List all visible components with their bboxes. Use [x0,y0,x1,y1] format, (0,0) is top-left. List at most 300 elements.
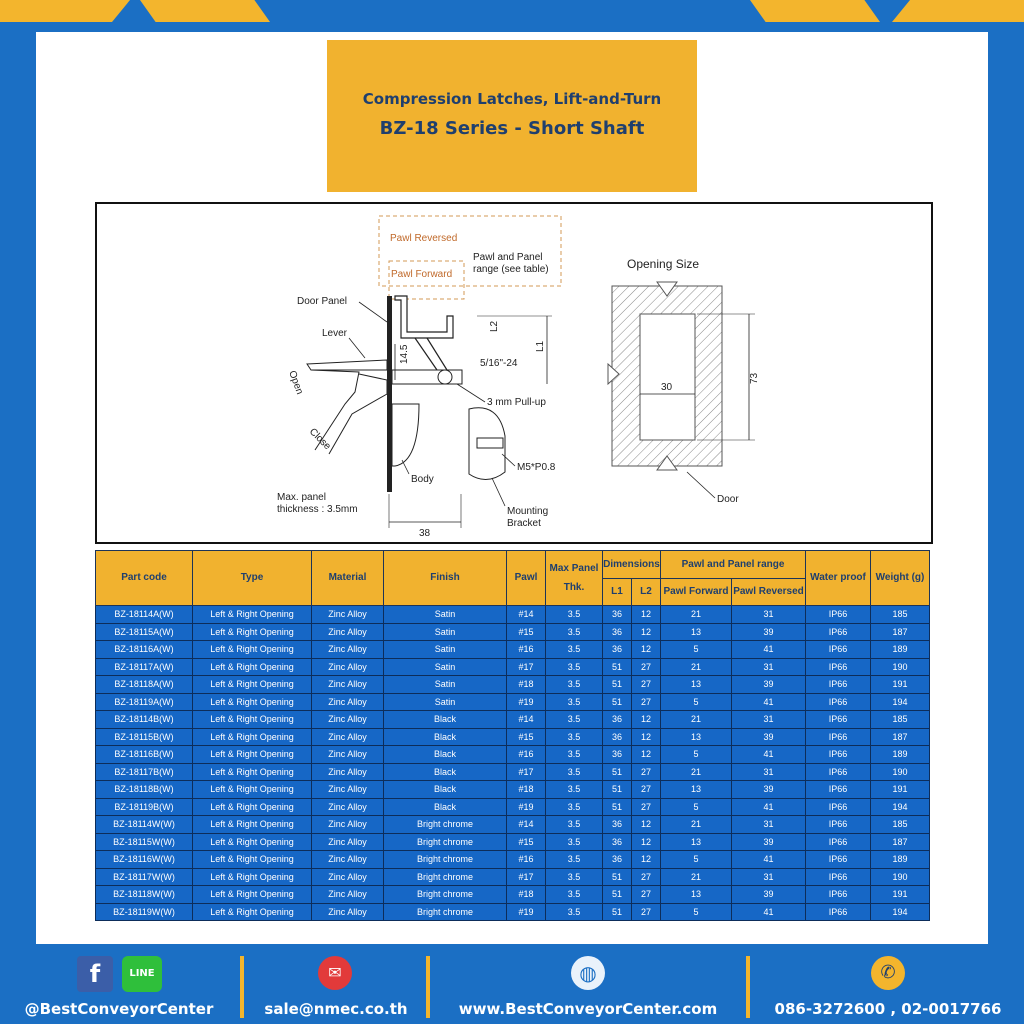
cell-type: Left & Right Opening [193,641,312,659]
cell-weight: 187 [871,623,930,641]
cell-l1: 36 [603,816,632,834]
cell-pawl-reversed: 39 [732,623,806,641]
dim-30-label: 30 [661,382,673,393]
cell-part-code: BZ-18116W(W) [96,851,193,869]
header-pawl-panel-range: Pawl and Panel range [661,551,806,579]
mounting-label-2: Bracket [507,518,541,529]
cell-water-proof: IP66 [806,623,871,641]
title-banner [327,40,697,192]
cell-part-code: BZ-18115W(W) [96,833,193,851]
cell-pawl-forward: 21 [661,763,732,781]
cell-finish: Satin [384,641,507,659]
m5-label: M5*P0.8 [517,462,556,473]
cell-water-proof: IP66 [806,693,871,711]
cell-pawl-reversed: 31 [732,606,806,624]
door-panel-label: Door Panel [297,296,348,307]
cell-pawl-reversed: 39 [732,781,806,799]
cell-part-code: BZ-18119B(W) [96,798,193,816]
pullup-label: 3 mm Pull-up [487,397,546,408]
cell-type: Left & Right Opening [193,693,312,711]
cell-finish: Bright chrome [384,903,507,921]
door-label: Door [717,494,739,505]
cell-pawl-reversed: 39 [732,728,806,746]
cell-type: Left & Right Opening [193,658,312,676]
cell-part-code: BZ-18119W(W) [96,903,193,921]
table-row [96,658,930,676]
cell-l1: 36 [603,833,632,851]
cell-weight: 187 [871,833,930,851]
mounting-label: Mounting [507,506,549,517]
cell-max-panel: 3.5 [546,746,603,764]
cell-type: Left & Right Opening [193,676,312,694]
top-stripe-right-2 [750,0,880,22]
cell-l1: 51 [603,676,632,694]
table-row [96,798,930,816]
cell-material: Zinc Alloy [312,816,384,834]
cell-l1: 36 [603,711,632,729]
social-handle[interactable]: @BestConveyorCenter [24,1000,214,1018]
globe-icon[interactable]: ◍ [571,956,605,990]
cell-l2: 12 [632,641,661,659]
dim-14-5-label: 14.5 [399,344,410,364]
cell-max-panel: 3.5 [546,868,603,886]
cell-water-proof: IP66 [806,606,871,624]
cell-water-proof: IP66 [806,816,871,834]
table-row [96,623,930,641]
cell-water-proof: IP66 [806,711,871,729]
thread-label: 5/16"-24 [480,358,518,369]
cell-type: Left & Right Opening [193,833,312,851]
header-type: Type [193,551,312,606]
spec-table-wrapper [95,550,929,933]
cell-pawl-forward: 21 [661,816,732,834]
cell-water-proof: IP66 [806,676,871,694]
cell-pawl-forward: 13 [661,781,732,799]
cell-l1: 36 [603,851,632,869]
cell-l1: 51 [603,886,632,904]
cell-pawl-reversed: 31 [732,658,806,676]
header-water-proof: Water proof [806,551,871,606]
cell-l2: 12 [632,816,661,834]
cell-pawl: #15 [507,728,546,746]
cell-max-panel: 3.5 [546,781,603,799]
cell-finish: Bright chrome [384,851,507,869]
cell-finish: Black [384,728,507,746]
table-row [96,746,930,764]
footer [0,948,1024,1024]
pawl-forward-label: Pawl Forward [391,269,453,280]
cell-l2: 27 [632,781,661,799]
cell-material: Zinc Alloy [312,641,384,659]
cell-pawl: #14 [507,816,546,834]
cell-weight: 185 [871,816,930,834]
cell-type: Left & Right Opening [193,816,312,834]
cell-type: Left & Right Opening [193,886,312,904]
cell-type: Left & Right Opening [193,798,312,816]
cell-max-panel: 3.5 [546,606,603,624]
cell-pawl-reversed: 31 [732,816,806,834]
footer-separator [240,956,244,1018]
table-row [96,641,930,659]
cell-weight: 194 [871,693,930,711]
cell-max-panel: 3.5 [546,903,603,921]
cell-finish: Bright chrome [384,886,507,904]
cell-l1: 36 [603,641,632,659]
cell-l1: 36 [603,746,632,764]
table-row [96,693,930,711]
pawl-reversed-label: Pawl Reversed [390,233,458,244]
phone-icon[interactable]: ✆ [871,956,905,990]
cell-pawl-forward: 13 [661,886,732,904]
table-row [96,886,930,904]
header-pawl-forward: Pawl Forward [661,579,732,606]
cell-part-code: BZ-18115B(W) [96,728,193,746]
dim-l1-label: L1 [535,340,546,352]
cell-max-panel: 3.5 [546,798,603,816]
footer-separator [746,956,750,1018]
body-label: Body [411,474,434,485]
cell-material: Zinc Alloy [312,833,384,851]
cell-l2: 12 [632,606,661,624]
cell-part-code: BZ-18114A(W) [96,606,193,624]
cell-pawl: #14 [507,606,546,624]
cell-material: Zinc Alloy [312,693,384,711]
cell-water-proof: IP66 [806,868,871,886]
cell-water-proof: IP66 [806,658,871,676]
table-row [96,728,930,746]
cell-pawl-forward: 5 [661,641,732,659]
dim-l2-label: L2 [489,320,500,332]
cell-pawl-forward: 21 [661,711,732,729]
cell-weight: 187 [871,728,930,746]
cell-finish: Black [384,711,507,729]
cell-water-proof: IP66 [806,851,871,869]
pawl-panel-range-label: Pawl and Panel [473,252,543,263]
cell-weight: 185 [871,606,930,624]
close-label: Close [306,426,333,453]
top-stripe-left-2 [140,0,270,22]
cell-type: Left & Right Opening [193,711,312,729]
cell-material: Zinc Alloy [312,606,384,624]
cell-weight: 190 [871,658,930,676]
cell-material: Zinc Alloy [312,903,384,921]
header-l2: L2 [632,579,661,606]
cell-water-proof: IP66 [806,781,871,799]
cell-finish: Bright chrome [384,833,507,851]
table-row [96,711,930,729]
cell-pawl: #18 [507,676,546,694]
cell-pawl-forward: 21 [661,868,732,886]
cell-l1: 36 [603,606,632,624]
cell-pawl-reversed: 41 [732,746,806,764]
cell-part-code: BZ-18119A(W) [96,693,193,711]
cell-water-proof: IP66 [806,763,871,781]
page-title: BZ-18 Series - Short Shaft [379,118,645,139]
top-stripe-left [0,0,130,22]
cell-pawl-forward: 5 [661,746,732,764]
cell-pawl-forward: 13 [661,676,732,694]
cell-part-code: BZ-18117B(W) [96,763,193,781]
cell-l1: 51 [603,781,632,799]
cell-l1: 36 [603,728,632,746]
cell-pawl: #16 [507,851,546,869]
cell-material: Zinc Alloy [312,728,384,746]
footer-email [246,948,426,1024]
cell-l2: 27 [632,903,661,921]
footer-phone [752,948,1024,1024]
cell-pawl: #14 [507,711,546,729]
cell-pawl-reversed: 39 [732,676,806,694]
cell-material: Zinc Alloy [312,763,384,781]
header-dimensions: Dimensions [603,551,661,579]
pawl-panel-range-note: range (see table) [473,264,549,275]
table-row [96,833,930,851]
cell-l2: 12 [632,833,661,851]
cell-part-code: BZ-18118W(W) [96,886,193,904]
spec-table [95,550,930,921]
cell-finish: Satin [384,676,507,694]
header-weight: Weight (g) [871,551,930,606]
cell-pawl: #18 [507,886,546,904]
cell-type: Left & Right Opening [193,746,312,764]
cell-type: Left & Right Opening [193,728,312,746]
cell-max-panel: 3.5 [546,886,603,904]
cell-l2: 27 [632,693,661,711]
table-row [96,816,930,834]
spec-table-body [96,606,930,921]
cell-weight: 189 [871,851,930,869]
facebook-icon[interactable]: f [77,956,113,992]
cell-weight: 190 [871,763,930,781]
footer-website [432,948,744,1024]
header-pawl-reversed: Pawl Reversed [732,579,806,606]
cell-finish: Bright chrome [384,816,507,834]
cell-pawl-forward: 5 [661,798,732,816]
cell-weight: 190 [871,868,930,886]
table-row [96,781,930,799]
table-row [96,868,930,886]
cell-type: Left & Right Opening [193,781,312,799]
cell-water-proof: IP66 [806,798,871,816]
cell-pawl-reversed: 31 [732,763,806,781]
cell-l2: 27 [632,676,661,694]
title-subheading: Compression Latches, Lift-and-Turn [362,90,662,108]
cell-type: Left & Right Opening [193,606,312,624]
line-icon[interactable]: LINE [122,956,162,992]
cell-part-code: BZ-18115A(W) [96,623,193,641]
cell-pawl: #17 [507,763,546,781]
cell-material: Zinc Alloy [312,868,384,886]
cell-max-panel: 3.5 [546,851,603,869]
cell-l2: 12 [632,746,661,764]
header-l1: L1 [603,579,632,606]
cell-part-code: BZ-18114W(W) [96,816,193,834]
cell-l2: 27 [632,798,661,816]
cell-weight: 189 [871,746,930,764]
cell-water-proof: IP66 [806,903,871,921]
cell-water-proof: IP66 [806,833,871,851]
cell-material: Zinc Alloy [312,781,384,799]
cell-pawl-reversed: 41 [732,693,806,711]
header-max-panel-line1: Max Panel [549,562,599,574]
cell-finish: Satin [384,623,507,641]
cell-type: Left & Right Opening [193,763,312,781]
cell-part-code: BZ-18116A(W) [96,641,193,659]
cell-finish: Satin [384,658,507,676]
cell-pawl: #19 [507,798,546,816]
cell-l1: 51 [603,693,632,711]
cell-finish: Satin [384,693,507,711]
cell-finish: Bright chrome [384,868,507,886]
cell-material: Zinc Alloy [312,658,384,676]
cell-pawl: #17 [507,658,546,676]
cell-max-panel: 3.5 [546,623,603,641]
cell-pawl: #19 [507,903,546,921]
cell-pawl: #15 [507,833,546,851]
cell-water-proof: IP66 [806,886,871,904]
cell-weight: 191 [871,886,930,904]
opening-frame-shape [612,286,722,466]
top-stripe-right [892,0,1024,22]
cell-weight: 191 [871,676,930,694]
table-row [96,763,930,781]
dim-38-label: 38 [419,528,431,539]
cell-max-panel: 3.5 [546,816,603,834]
header-finish: Finish [384,551,507,606]
cell-pawl-reversed: 39 [732,833,806,851]
cell-part-code: BZ-18116B(W) [96,746,193,764]
cell-water-proof: IP66 [806,728,871,746]
cell-max-panel: 3.5 [546,833,603,851]
cell-l1: 51 [603,763,632,781]
header-pawl: Pawl [507,551,546,606]
header-material: Material [312,551,384,606]
lever-shape [307,360,387,370]
cell-pawl-forward: 5 [661,851,732,869]
cell-pawl-forward: 13 [661,623,732,641]
footer-social [0,948,238,1024]
door-panel-shape [387,296,392,492]
cell-type: Left & Right Opening [193,868,312,886]
open-label: Open [286,369,305,397]
table-row [96,903,930,921]
cell-part-code: BZ-18118B(W) [96,781,193,799]
cell-weight: 189 [871,641,930,659]
email-text[interactable]: sale@nmec.co.th [264,1000,408,1018]
cell-type: Left & Right Opening [193,903,312,921]
cell-pawl-reversed: 31 [732,711,806,729]
cell-l1: 51 [603,903,632,921]
table-row [96,851,930,869]
cell-pawl-forward: 21 [661,658,732,676]
mail-icon[interactable]: ✉ [318,956,352,990]
phone-text[interactable]: 086-3272600 , 02-0017766 [774,1000,1002,1018]
cell-l1: 36 [603,623,632,641]
cell-material: Zinc Alloy [312,623,384,641]
opening-size-label: Opening Size [627,257,700,271]
cell-material: Zinc Alloy [312,746,384,764]
latch-drawing [97,204,931,542]
cell-pawl-forward: 21 [661,606,732,624]
body-shape [392,404,419,466]
cell-max-panel: 3.5 [546,711,603,729]
cell-pawl: #15 [507,623,546,641]
cell-weight: 191 [871,781,930,799]
cell-pawl-reversed: 41 [732,641,806,659]
cell-pawl-reversed: 31 [732,868,806,886]
cell-l1: 51 [603,868,632,886]
cell-weight: 194 [871,903,930,921]
cell-l1: 51 [603,658,632,676]
cell-max-panel: 3.5 [546,728,603,746]
cell-type: Left & Right Opening [193,623,312,641]
cell-finish: Black [384,746,507,764]
cell-material: Zinc Alloy [312,798,384,816]
header-max-panel-line2: Thk. [563,582,585,593]
technical-diagram [95,202,933,544]
dim-73-label: 73 [749,372,760,384]
pawl-shape [395,296,453,338]
cell-pawl: #18 [507,781,546,799]
cell-l1: 51 [603,798,632,816]
cell-max-panel: 3.5 [546,676,603,694]
cell-pawl: #16 [507,746,546,764]
cell-material: Zinc Alloy [312,676,384,694]
cell-pawl-forward: 13 [661,728,732,746]
cell-l2: 12 [632,851,661,869]
cell-pawl: #19 [507,693,546,711]
cell-l2: 12 [632,711,661,729]
cell-l2: 27 [632,868,661,886]
cell-max-panel: 3.5 [546,693,603,711]
footer-separator [426,956,430,1018]
cell-max-panel: 3.5 [546,641,603,659]
cell-part-code: BZ-18117A(W) [96,658,193,676]
cell-pawl: #16 [507,641,546,659]
pawl-forward-range [389,261,464,299]
cell-pawl-forward: 5 [661,903,732,921]
cell-part-code: BZ-18114B(W) [96,711,193,729]
max-panel-label: Max. panel [277,492,326,503]
cell-l2: 27 [632,763,661,781]
cell-pawl-reversed: 41 [732,798,806,816]
cell-pawl-forward: 13 [661,833,732,851]
cell-pawl-reversed: 39 [732,886,806,904]
cell-max-panel: 3.5 [546,658,603,676]
cell-part-code: BZ-18118A(W) [96,676,193,694]
cell-l2: 12 [632,623,661,641]
cell-max-panel: 3.5 [546,763,603,781]
cell-finish: Black [384,763,507,781]
cell-weight: 194 [871,798,930,816]
cell-l2: 12 [632,728,661,746]
cell-l2: 27 [632,886,661,904]
cell-material: Zinc Alloy [312,711,384,729]
cell-pawl-forward: 5 [661,693,732,711]
max-panel-thickness-label: thickness : 3.5mm [277,504,358,515]
cell-weight: 185 [871,711,930,729]
table-row [96,676,930,694]
table-row [96,606,930,624]
cell-type: Left & Right Opening [193,851,312,869]
cell-water-proof: IP66 [806,746,871,764]
cell-finish: Black [384,781,507,799]
cell-pawl-reversed: 41 [732,851,806,869]
cell-material: Zinc Alloy [312,851,384,869]
cell-finish: Black [384,798,507,816]
cell-water-proof: IP66 [806,641,871,659]
website-text[interactable]: www.BestConveyorCenter.com [458,1000,718,1018]
